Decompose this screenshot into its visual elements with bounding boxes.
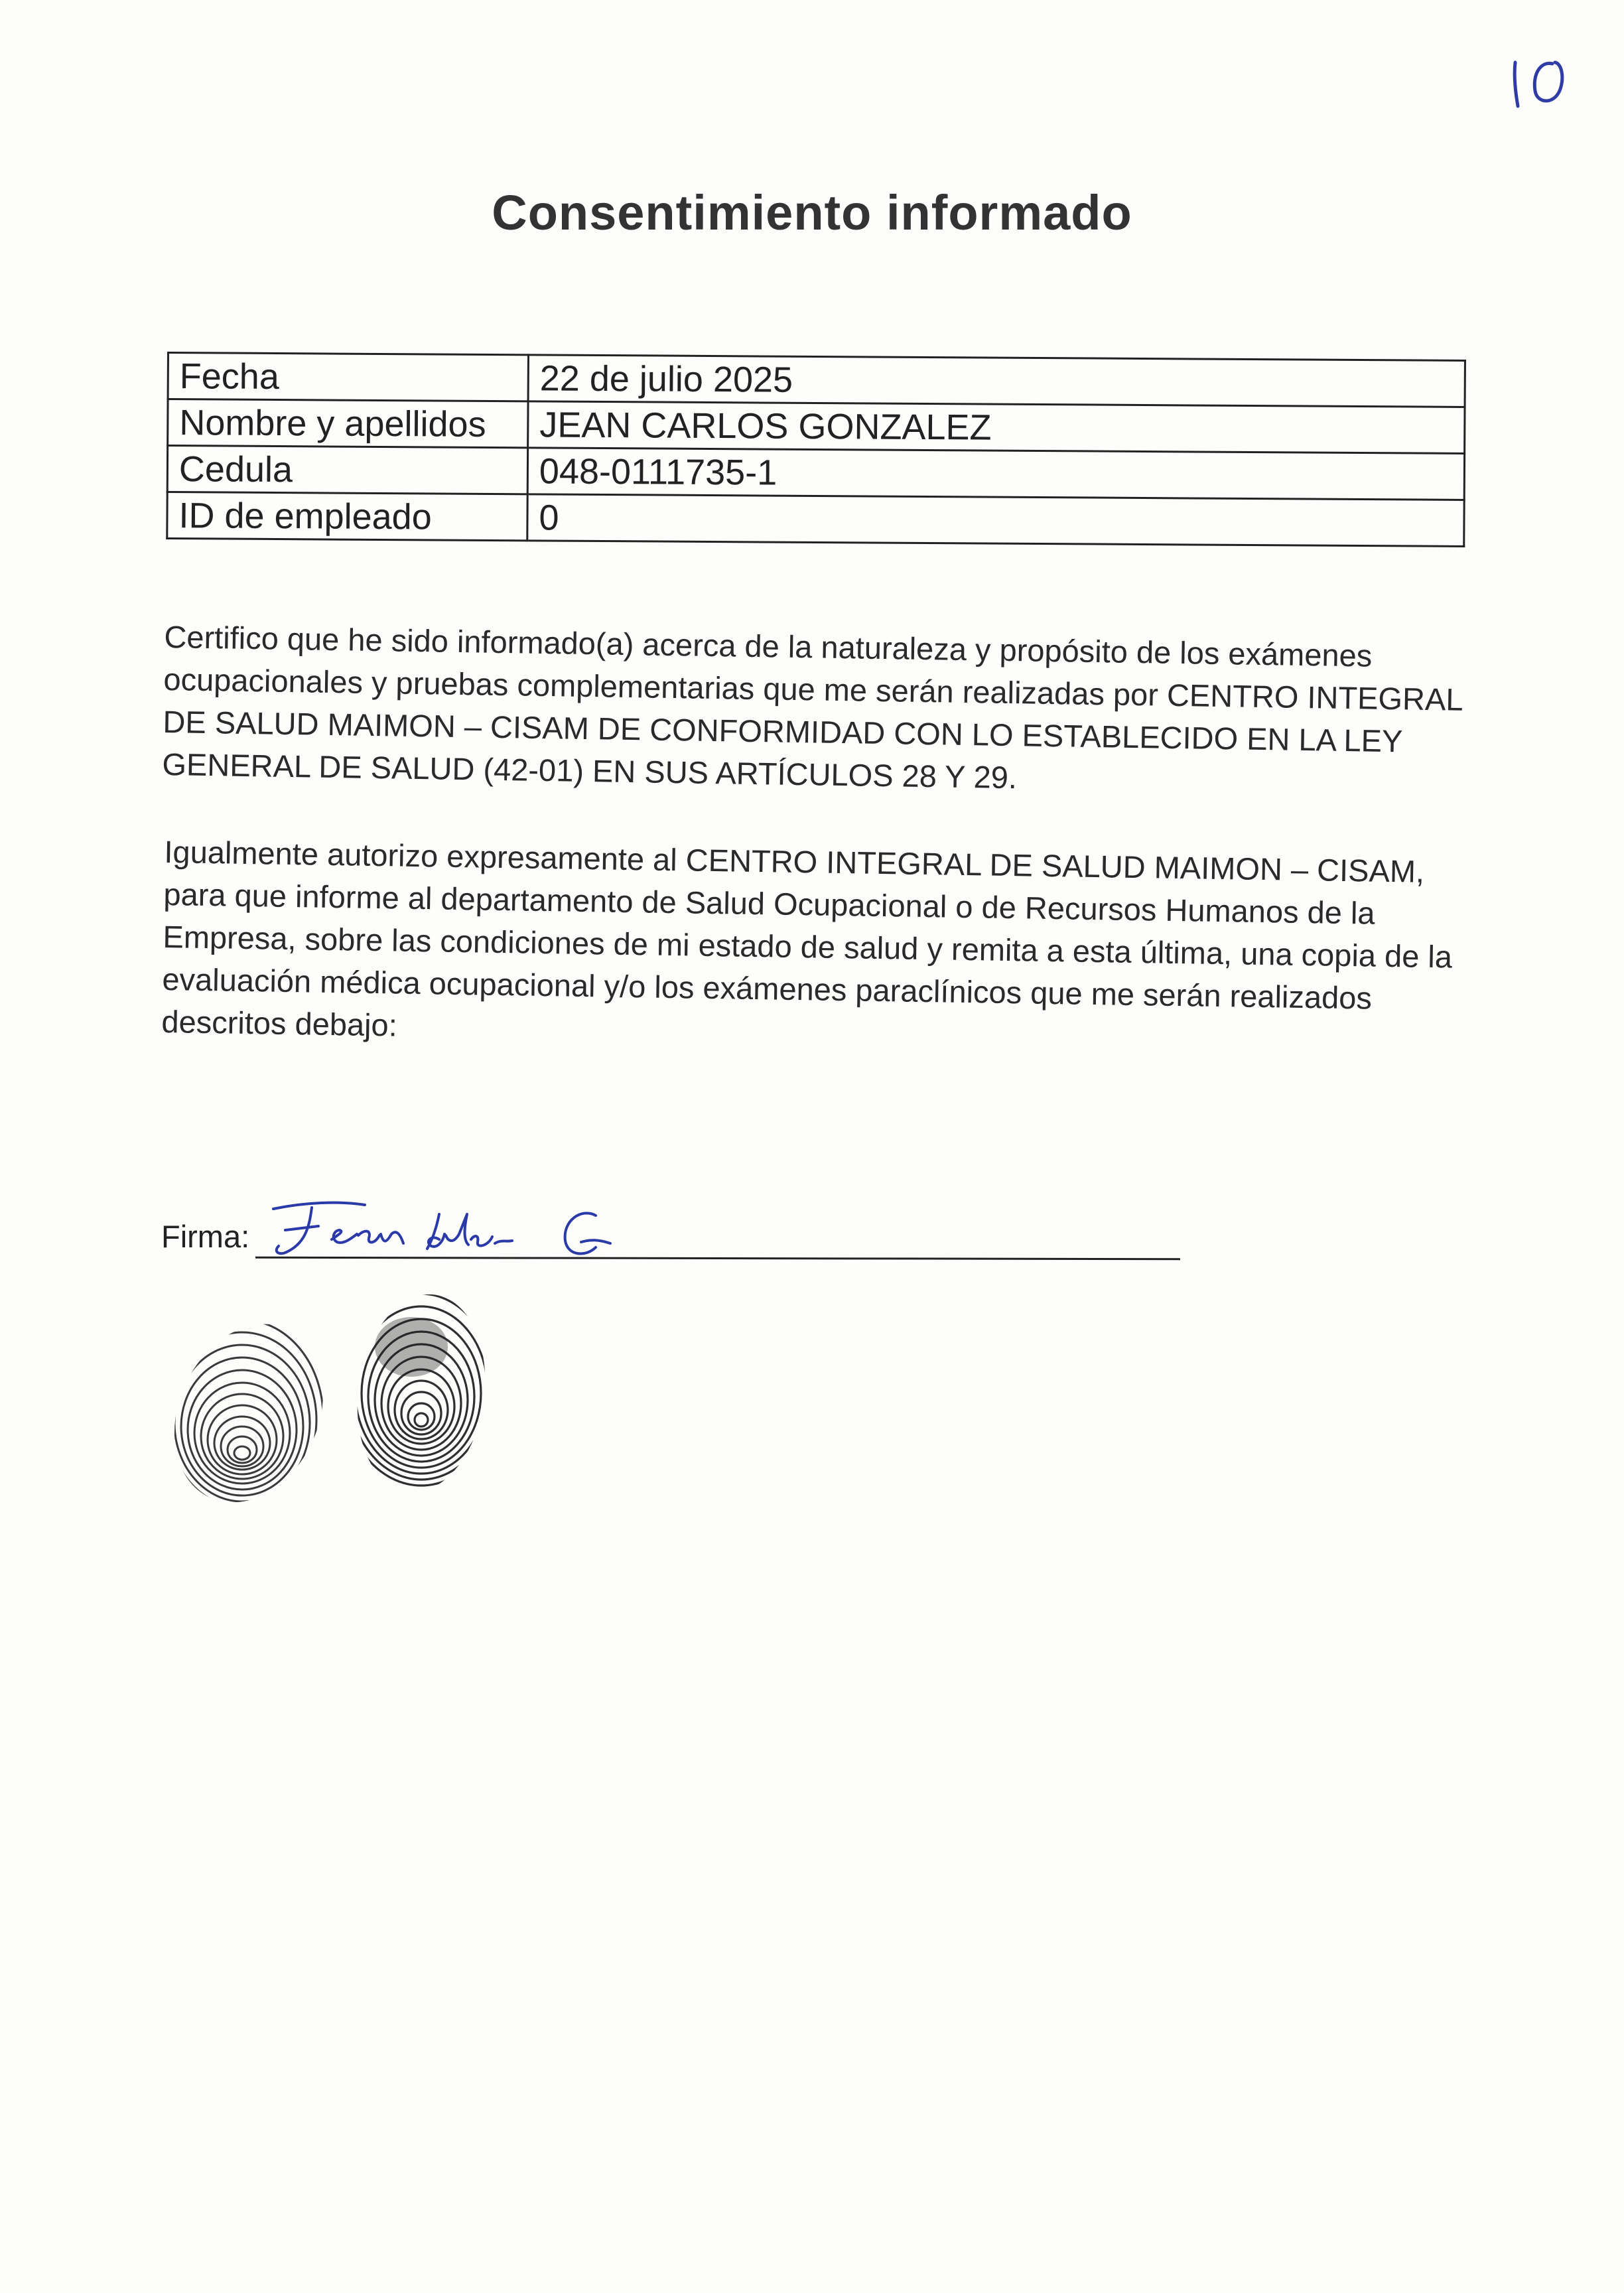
document-title: Consentimiento informado [492,185,1132,240]
info-table [166,352,1466,547]
field-value-nombre: JEAN CARLOS GONZALEZ [528,401,1465,454]
field-value-cedula: 048-0111735-1 [527,448,1464,500]
field-label-fecha: Fecha [168,353,528,401]
table-row [168,399,1465,454]
fingerprint-icon [166,1314,332,1513]
table-row [167,492,1464,547]
field-value-id-empleado: 0 [527,494,1464,547]
certification-paragraph: Certifico que he sido informado(a) acerca de la naturaleza y propósito de los exámenes ocupacionales y pruebas complementarias que me serán realizadas por CENTRO INTEGRAL DE SALUD MAIMON – CISAM DE CONFORMIDAD CON LO ESTABLECIDO EN LA LEY GENERAL DE SALUD (42-01) EN SUS ARTÍCULOS 28 Y 29. [162,618,1463,796]
field-label-nombre: Nombre y apellidos [168,399,528,448]
fingerprint-icon [345,1287,498,1499]
table-row [167,446,1464,500]
field-value-fecha: 22 de julio 2025 [528,355,1465,407]
field-label-id-empleado: ID de empleado [167,492,527,541]
signature-label: Firma: [161,1219,250,1254]
authorization-paragraph: Igualmente autorizo expresamente al CENTRO INTEGRAL DE SALUD MAIMON – CISAM, para que informe al departamento de Salud Ocupacional o de Recursos Humanos de la Empresa, sobre las condiciones de mi estado de salud y remita a esta última, una copia de la evaluación médica ocupacional y/o los exámenes paraclínicos que me serán realizados descritos debajo: [161,833,1453,1043]
handwritten-signature [265,1188,677,1267]
table-row [168,353,1465,407]
handwritten-page-number [1501,54,1574,114]
field-label-cedula: Cedula [167,446,527,494]
